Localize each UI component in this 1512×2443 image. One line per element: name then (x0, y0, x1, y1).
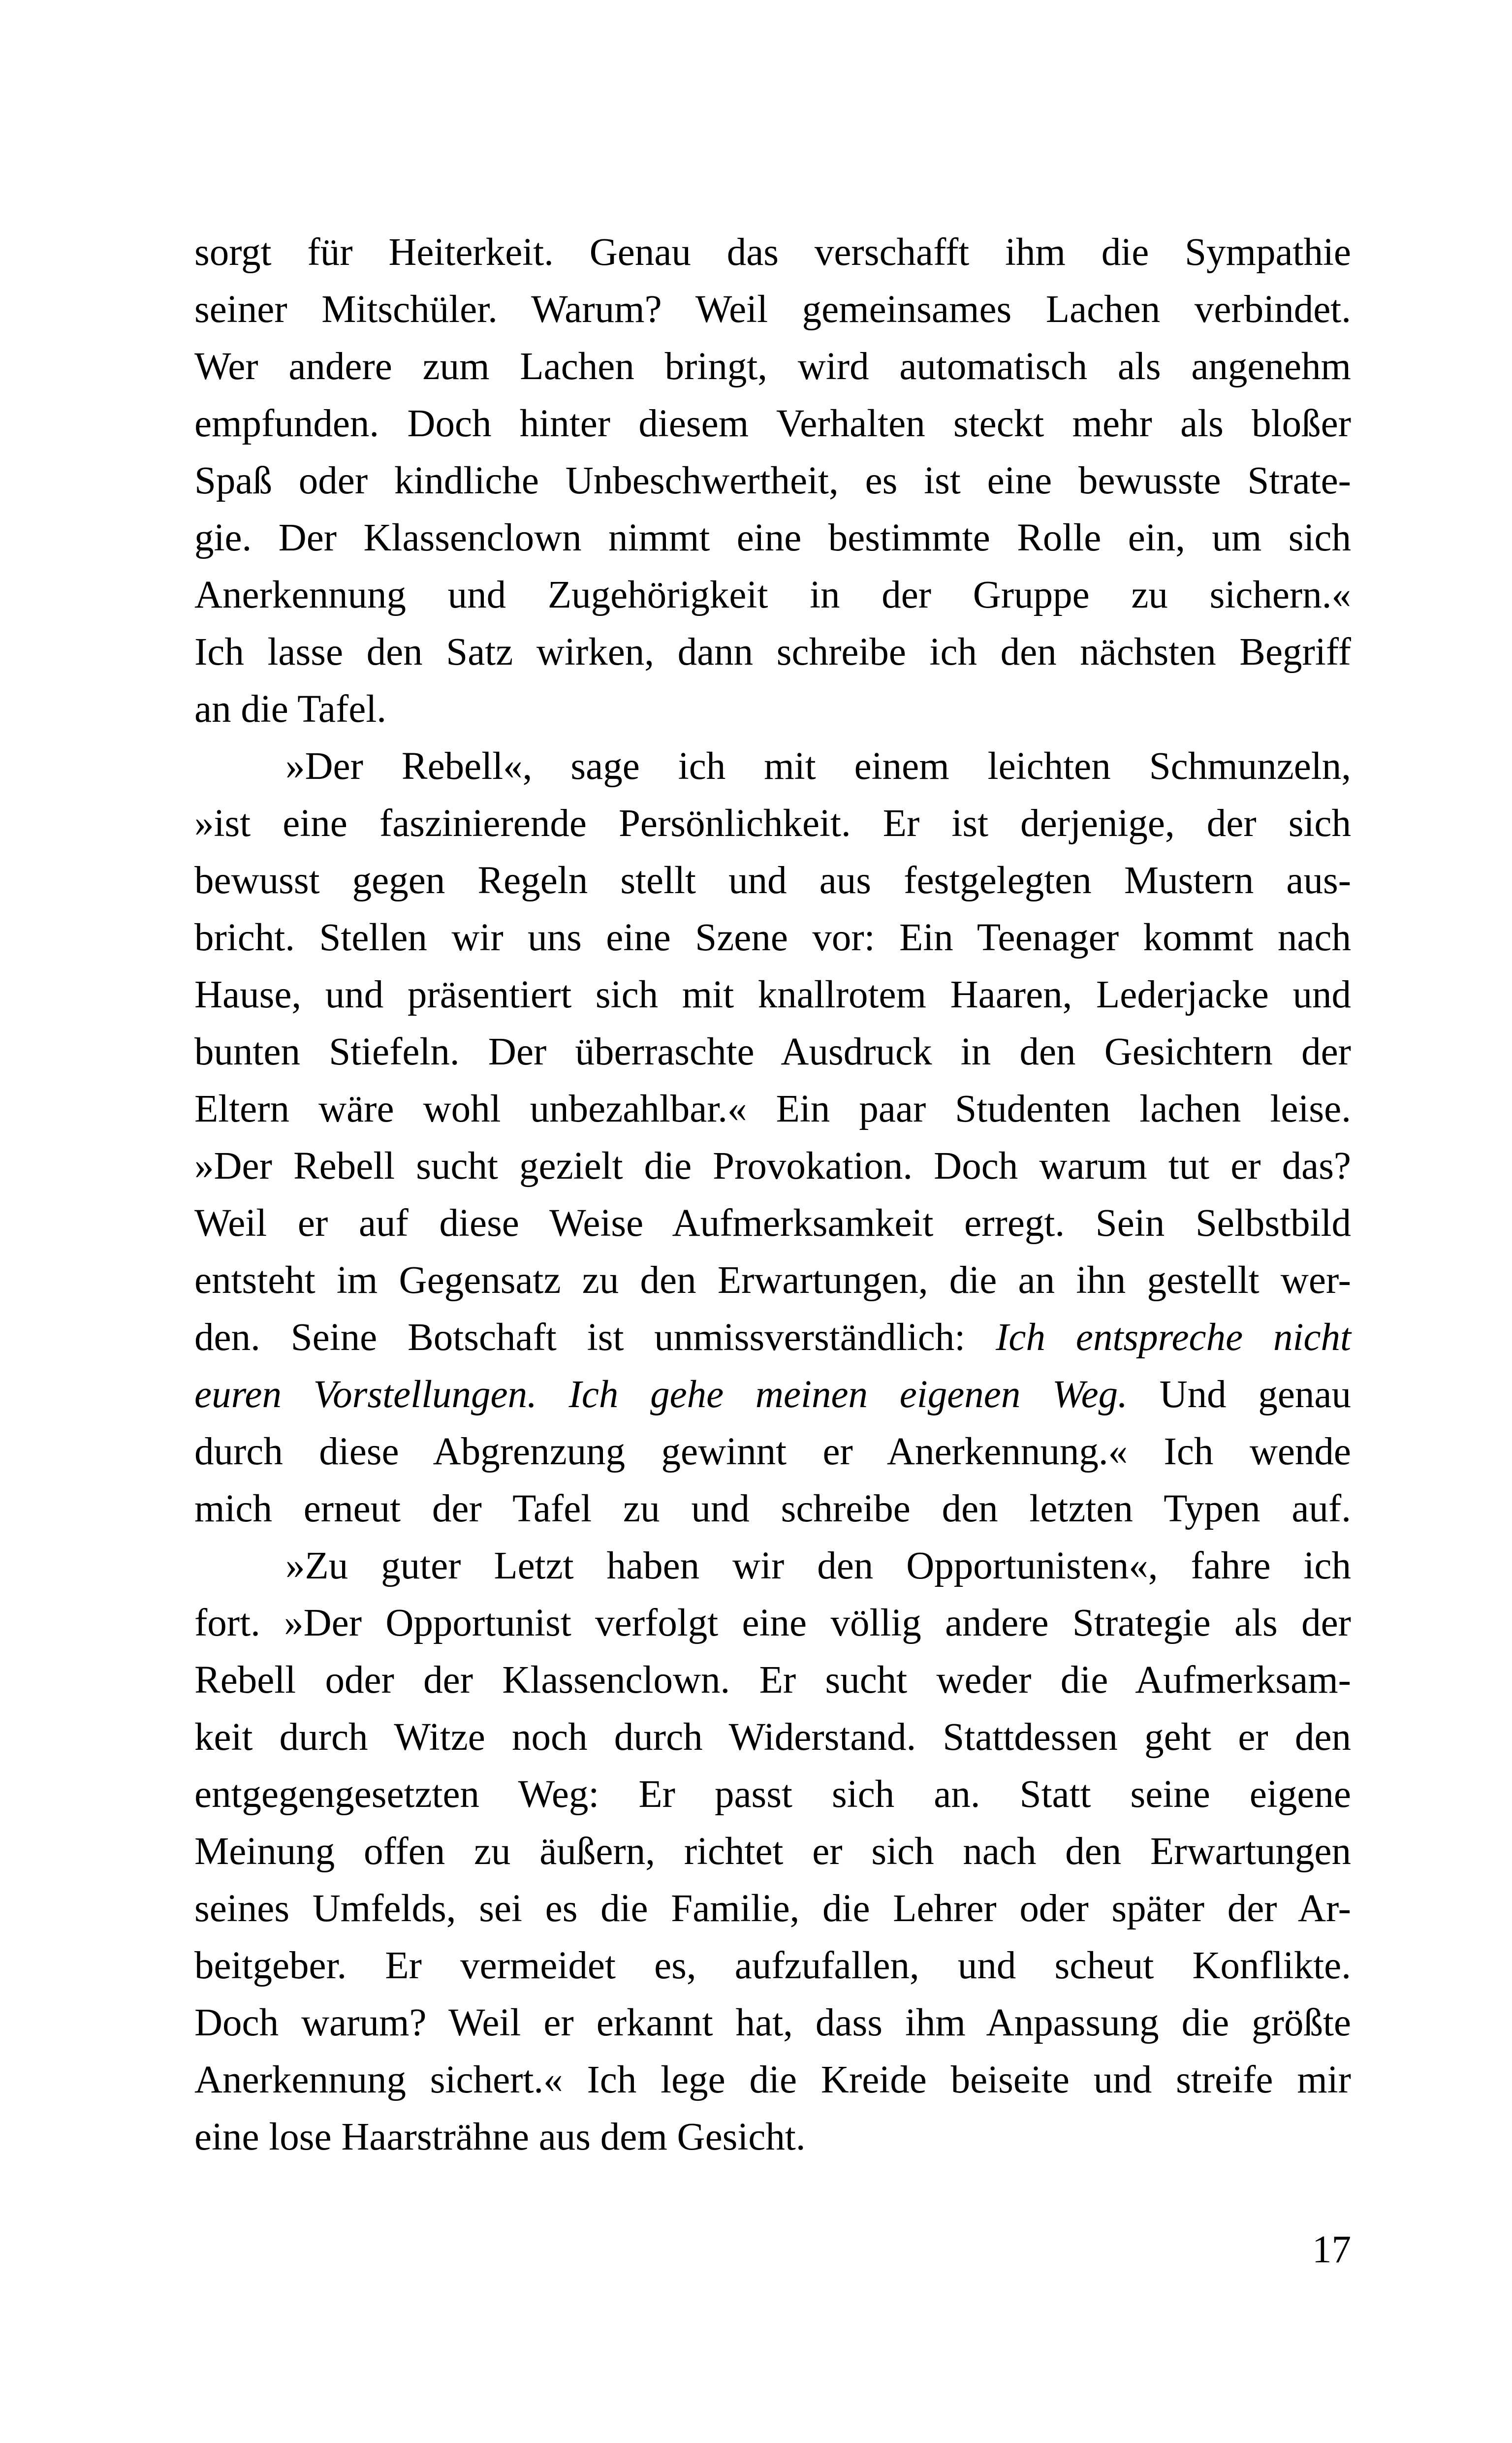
text-segment: Eltern wäre wohl unbezahlbar.« Ein paar Studenten lachen leise. (194, 1088, 1351, 1130)
text-line (194, 1081, 1351, 1138)
text-line (194, 738, 1351, 795)
text-line (194, 1823, 1351, 1880)
text-segment: Und genau (1127, 1373, 1351, 1416)
text-line (194, 1538, 1351, 1595)
text-segment: Spaß oder kindliche Unbeschwertheit, es ist eine bewusste Strate- (194, 459, 1351, 502)
text-segment: »ist eine faszinierende Persönlichkeit. Er ist derjenige, der sich (194, 802, 1351, 845)
text-line (194, 2052, 1351, 2109)
text-line (194, 1309, 1351, 1366)
text-segment: entsteht im Gegensatz zu den Erwartungen, die an ihn gestellt wer- (194, 1259, 1351, 1302)
text-segment: entgegengesetzten Weg: Er passt sich an. Statt seine eigene (194, 1773, 1351, 1816)
text-segment: Weil er auf diese Weise Aufmerksamkeit erregt. Sein Selbstbild (194, 1202, 1351, 1245)
text-line (194, 1994, 1351, 2052)
text-segment: seiner Mitschüler. Warum? Weil gemeinsames Lachen verbindet. (194, 288, 1351, 331)
text-segment: »Der Rebell sucht gezielt die Provokation. Doch warum tut er das? (194, 1145, 1351, 1188)
text-segment: bunten Stiefeln. Der überraschte Ausdruck in den Gesichtern der (194, 1030, 1351, 1073)
text-segment: an die Tafel. (194, 688, 387, 731)
text-line (194, 1366, 1351, 1423)
text-segment: bricht. Stellen wir uns eine Szene vor: Ein Teenager kommt nach (194, 916, 1351, 959)
text-line (194, 1937, 1351, 1994)
text-segment: empfunden. Doch hinter diesem Verhalten steckt mehr als bloßer (194, 402, 1351, 445)
text-line (194, 1024, 1351, 1081)
text-segment: bewusst gegen Regeln stellt und aus festgelegten Mustern aus- (194, 859, 1351, 902)
text-segment: Hause, und präsentiert sich mit knallrotem Haaren, Lederjacke und (194, 973, 1351, 1016)
text-segment: Wer andere zum Lachen bringt, wird automatisch als angenehm (194, 345, 1351, 388)
text-line (194, 1480, 1351, 1538)
page-number: 17 (1312, 2228, 1351, 2271)
text-segment: fort. »Der Opportunist verfolgt eine völlig andere Strategie als der (194, 1602, 1351, 1644)
text-line (194, 1195, 1351, 1252)
text-segment: seines Umfelds, sei es die Familie, die Lehrer oder später der Ar- (194, 1887, 1351, 1930)
text-line (194, 1652, 1351, 1709)
text-line (194, 681, 1351, 738)
text-segment: eine lose Haarsträhne aus dem Gesicht. (194, 2116, 806, 2158)
text-line (194, 452, 1351, 510)
text-segment: durch diese Abgrenzung gewinnt er Anerkennung.« Ich wende (194, 1430, 1351, 1473)
text-line (194, 224, 1351, 281)
text-line (194, 624, 1351, 681)
text-segment-italic: Ich entspreche nicht (996, 1316, 1351, 1359)
text-line (194, 909, 1351, 966)
text-segment: »Zu guter Letzt haben wir den Opportunisten«, fahre ich (285, 1544, 1351, 1587)
text-line (194, 567, 1351, 624)
text-line (194, 510, 1351, 567)
text-segment: keit durch Witze noch durch Widerstand. Stattdessen geht er den (194, 1716, 1351, 1759)
text-line (194, 2109, 1351, 2166)
text-segment: Anerkennung und Zugehörigkeit in der Gruppe zu sichern.« (194, 574, 1351, 616)
text-line (194, 1709, 1351, 1766)
text-segment: mich erneut der Tafel zu und schreibe den letzten Typen auf. (194, 1487, 1351, 1530)
text-segment: Rebell oder der Klassenclown. Er sucht weder die Aufmerksam- (194, 1659, 1351, 1702)
text-line (194, 395, 1351, 452)
text-segment: gie. Der Klassenclown nimmt eine bestimmte Rolle ein, um sich (194, 516, 1351, 559)
text-line (194, 852, 1351, 909)
text-line (194, 1423, 1351, 1480)
text-segment: den. Seine Botschaft ist unmissverständlich: (194, 1316, 996, 1359)
text-segment: »Der Rebell«, sage ich mit einem leichten Schmunzeln, (285, 745, 1351, 788)
text-line (194, 1252, 1351, 1309)
text-line (194, 795, 1351, 852)
text-segment: Ich lasse den Satz wirken, dann schreibe ich den nächsten Begriff (194, 631, 1351, 674)
text-line (194, 966, 1351, 1024)
text-segment: beitgeber. Er vermeidet es, aufzufallen, und scheut Konflikte. (194, 1944, 1351, 1987)
text-segment: Meinung offen zu äußern, richtet er sich nach den Erwartungen (194, 1830, 1351, 1873)
text-line (194, 281, 1351, 338)
text-line (194, 1138, 1351, 1195)
text-segment: Anerkennung sichert.« Ich lege die Kreide beiseite und streife mir (194, 2058, 1351, 2101)
text-segment-italic: euren Vorstellungen. Ich gehe meinen eigenen Weg. (194, 1373, 1128, 1416)
text-line (194, 338, 1351, 395)
text-line (194, 1766, 1351, 1823)
text-block (194, 224, 1351, 2166)
text-line (194, 1595, 1351, 1652)
text-segment: Doch warum? Weil er erkannt hat, dass ihm Anpassung die größte (194, 2001, 1351, 2044)
text-line (194, 1880, 1351, 1937)
text-segment: sorgt für Heiterkeit. Genau das verschafft ihm die Sympathie (194, 231, 1351, 274)
